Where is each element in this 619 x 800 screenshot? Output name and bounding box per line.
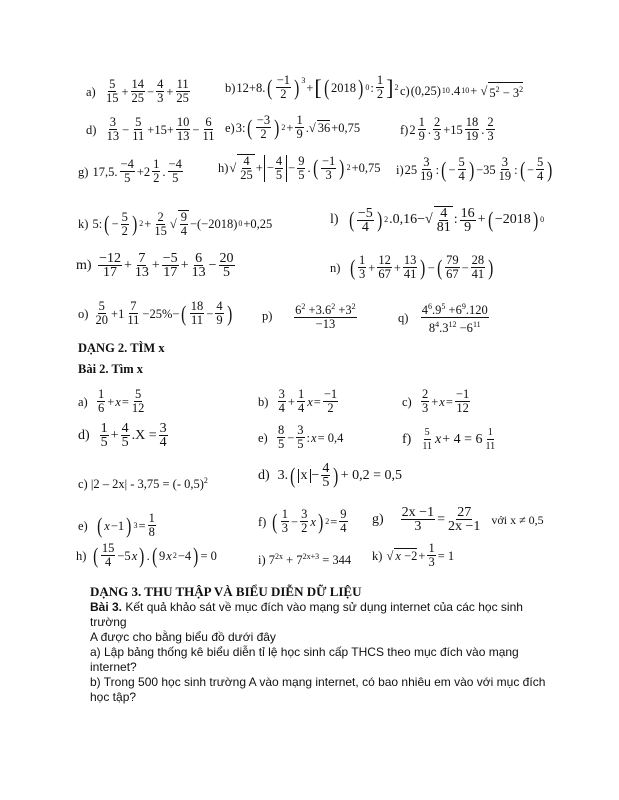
find-x-e: e) $\frac{8}{5}$ − $\frac{3}{5}$ : x = 0,4 — [258, 423, 344, 451]
problem-q: q) $\frac{4^6.9^5 +6^9.120}{8^4.3^{12} -6^{11}}$ — [398, 302, 488, 336]
problem-a: a) $\frac{5}{15}$ + $\frac{14}{25}$ − $\frac{4}{3}$ + $\frac{11}{25}$ — [86, 77, 189, 105]
find-x-b: b) $\frac{3}{4}$ + $\frac{1}{4}$ x = $\frac{-1}{2}$ — [258, 387, 338, 415]
problem-e: e) 3: ( $\frac{-3}{2}$ ) 2 + $\frac{1}{9}$ .√ 36 +0,75 — [225, 113, 361, 141]
dang3-heading: DẠNG 3. THU THẬP VÀ BIỂU DIỄN DỮ LIỆU — [90, 584, 362, 599]
find-x-d: d) $\frac{1}{5}$ + $\frac{4}{5}$ .X = $\frac{3}{4}$ — [78, 421, 167, 450]
problem-l: l) ( $\frac{-5}{4}$ ) 2 .0,16−√ $\frac{4}{81}$ : $\frac{16}{9}$ + ( −2018 ) 0 — [330, 205, 545, 235]
problem-o: o) $\frac{5}{20}$ +1 $\frac{7}{11}$ −25%− ( $\frac{18}{11}$ − $\frac{4}{9}$ ) — [78, 299, 232, 327]
problem-b: b) 12+8. ( $\frac{-1}{2}$ ) 3 + [ ( 2018 ) 0 : $\frac{1}{2}$ ] 2 — [225, 73, 399, 101]
find-x-a: a) $\frac{1}{6}$ + x = $\frac{5}{12}$ — [78, 387, 145, 415]
problem-d: d) $\frac{3}{13}$ − $\frac{5}{11}$ +15+ $\frac{10}{13}$ − $\frac{6}{11}$ — [86, 115, 215, 143]
problem-i: i) 25 $\frac{3}{19}$ : ( − $\frac{5}{4}$ ) −35 $\frac{3}{19}$ : ( − $\frac{5}{4}$ ) — [396, 155, 553, 183]
find-x-g: g) $\frac{2x -1}{3}$ = $\frac{27}{2x -1}$ với x ≠ 0,5 — [372, 505, 544, 534]
find-x-e2: e) ( x −1 ) 3 = $\frac{1}{8}$ — [78, 511, 155, 539]
problem-c: c) (0,25) 10 .4 10 + √ $5^2 - 3^2$ — [400, 82, 523, 100]
find-x-i: i) $7^{2x} + 7^{2x+3} = 344$ — [258, 552, 352, 568]
find-x-f: f) $\frac{5}{11}$ x + 4 = 6 $\frac{1}{11}$ — [402, 427, 496, 452]
find-x-f2: f) ( $\frac{1}{3}$ − $\frac{3}{2}$ x ) 2 = $\frac{9}{4}$ — [258, 507, 347, 535]
problem-g: g) 17,5. $\frac{-4}{5}$ +2 $\frac{1}{2}$ . $\frac{-4}{5}$ — [78, 157, 182, 185]
problem-m: m) $\frac{-12}{17}$ + $\frac{7}{13}$ + $\frac{-5}{17}$ + $\frac{6}{13}$ − $\frac{20}{5}$ — [76, 251, 234, 280]
problem-f: f) 2 $\frac{1}{9}$ . $\frac{2}{3}$ +15 $\frac{18}{19}$ . $\frac{2}{3}$ — [400, 115, 494, 143]
problem-p: p) $\frac{6^2 +3.6^2 +3^2}{-13}$ — [262, 302, 356, 332]
bai3-text: Bài 3. Kết quả khảo sát về mục đích vào mạng sử dụng internet của các học sinh trường A được cho bằng biểu đồ dưới đây a) Lập bảng thống kê biểu diễn tỉ lệ học sinh cấp THCS theo mục đích vào mạng internet? b) Trong 500 học sinh trường A vào mạng internet, có bao nhiêu em vào với mục đích học tập? — [90, 600, 546, 704]
problem-n: n) ( $\frac{1}{3}$ + $\frac{12}{67}$ + $\frac{13}{41}$ ) − ( $\frac{79}{67}$ − $\frac{28}{41}$ ) — [330, 253, 494, 281]
find-x-d2: d) 3. ( x − $\frac{4}{5}$ ) + 0,2 = 0,5 — [258, 461, 403, 490]
bai2-heading: Bài 2. Tìm x — [78, 362, 144, 376]
find-x-c2: c) |2 – 2x| - 3,75 = (- 0,5)$^2$ — [78, 476, 208, 492]
find-x-h: h) ( $\frac{15}{4}$ −5 x ) . ( 9 x 2 −4 ) = 0 — [76, 541, 217, 569]
problem-h: h) √ $\frac{4}{25}$ + − $\frac{4}{5}$ − $\frac{9}{5}$ . ( $\frac{-1}{3}$ ) 2 +0,75 — [218, 153, 381, 182]
find-x-k: k) √ x −2 + $\frac{1}{3}$ = 1 — [372, 541, 455, 569]
dang2-heading: DẠNG 2. TÌM x — [78, 341, 165, 355]
find-x-c: c) $\frac{2}{3}$ + x = $\frac{-1}{12}$ — [402, 387, 470, 415]
problem-k: k) 5: ( − $\frac{5}{2}$ ) 2 + $\frac{2}{15}$ √ $\frac{9}{4}$ −(−2018) 0 +0,25 — [78, 209, 273, 238]
